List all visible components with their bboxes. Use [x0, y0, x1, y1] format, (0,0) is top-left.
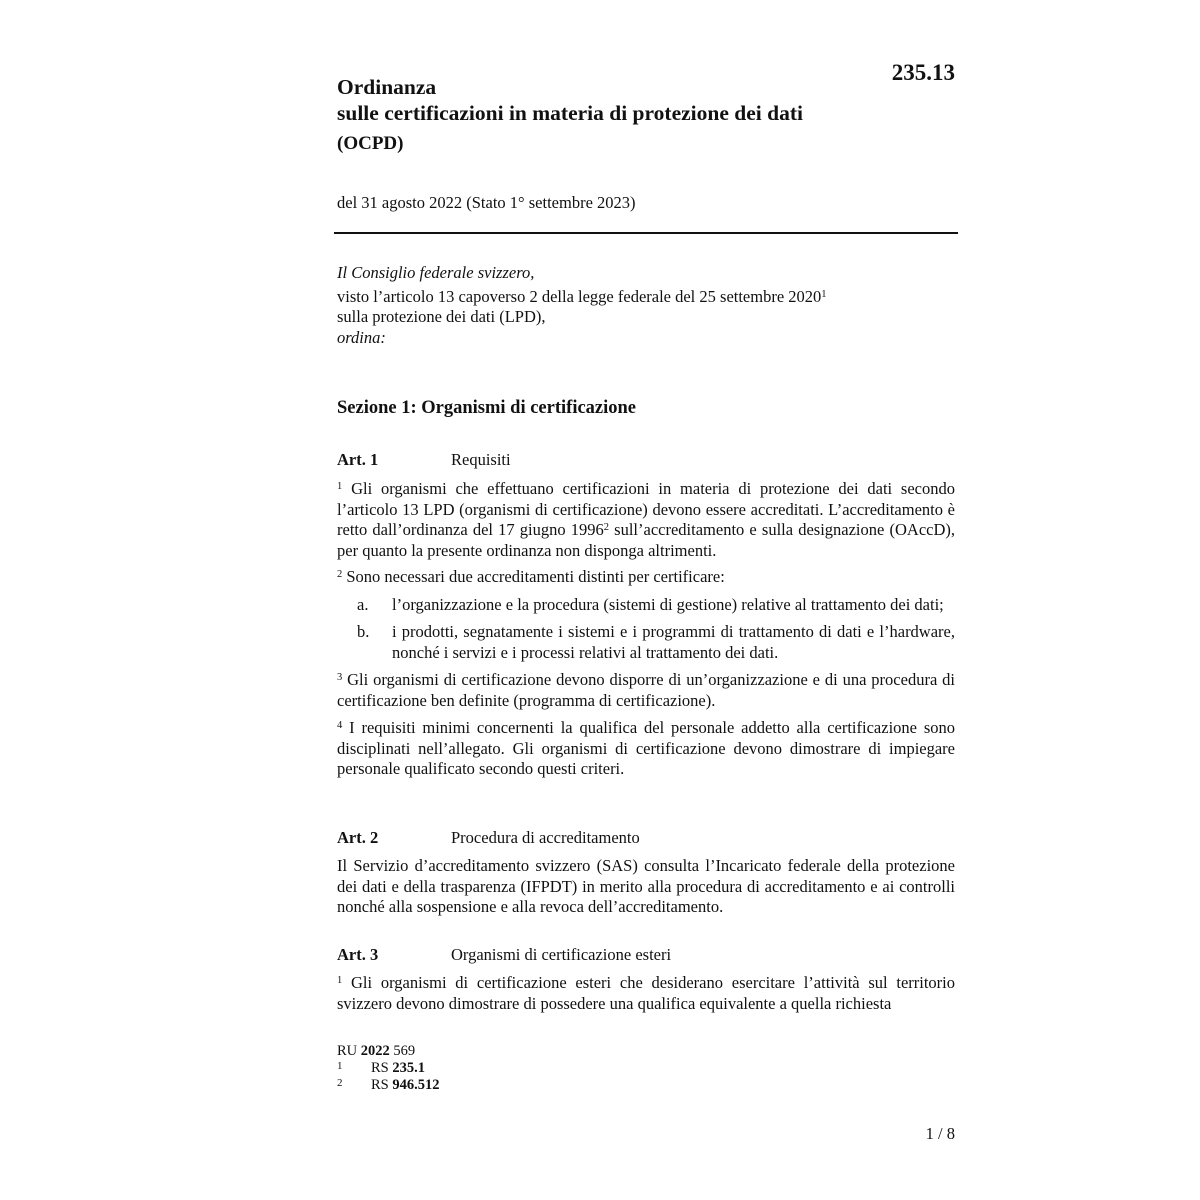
preamble-basis: visto l’articolo 13 capoverso 2 della legge federale del 25 settembre 2020$^1$ sulla protezione dei dati (LPD),: [337, 286, 827, 326]
preamble-authority: Il Consiglio federale svizzero,: [337, 263, 535, 282]
art-2-title: Procedura di accreditamento: [451, 828, 640, 847]
art-1-number: Art. 1: [337, 450, 379, 469]
art-2-number: Art. 2: [337, 828, 379, 847]
footnote-2: 2 RS 946.512: [337, 1077, 440, 1093]
art-1-paragraph-1: $^1$ Gli organismi che effettuano certificazioni in materia di protezione dei dati secondo l’articolo 13 LPD (organismi di certificazione) devono essere accreditati. L’accreditamento è retto dall’ordinanza del 17 giugno 1996$^2$ sull’accreditamento e sulla designazione (OAccD), per quanto la presente ordinanza non disponga altrimenti.: [337, 479, 956, 560]
art-1-paragraph-4: $^4$ I requisiti minimi concernenti la qualifica del personale addetto alla certificazione sono disciplinati nell’allegato. Gli organismi di certificazione devono dimostrare di impiegare personale qualificato secondo questi criteri.: [337, 718, 955, 778]
art-1-paragraph-3: $^3$ Gli organismi di certificazione devono disporre di un’organizzazione e di una procedura di certificazione ben definite (programma di certificazione).: [337, 670, 955, 710]
list-item-a: a. l’organizzazione e la procedura (sistemi di gestione) relative al trattamento dei dati;: [357, 594, 944, 614]
section-heading: Sezione 1: Organismi di certificazione: [337, 398, 637, 418]
art-2-body: [337, 856, 955, 918]
ru-reference: RU 2022 569: [337, 1043, 416, 1059]
footer-notes: [337, 1043, 440, 1094]
document-title: [337, 74, 937, 157]
title-line-2: sulle certificazioni in materia di protezione dei dati: [337, 101, 803, 125]
title-line-1: Ordinanza: [337, 75, 437, 99]
preamble: [337, 263, 955, 348]
art-1-title: Requisiti: [451, 450, 511, 469]
title-abbreviation: (OCPD): [337, 133, 404, 154]
art-2-paragraph-1: Il Servizio d’accreditamento svizzero (SAS) consulta l’Incaricato federale della protezione dei dati e della trasparenza (IFPDT) in merito alla procedura di accreditamento e ai controlli nonché alla sospensione e alla revoca dell’accreditamento.: [337, 856, 955, 916]
art-3-number: Art. 3: [337, 945, 379, 964]
art-1-body: [337, 479, 955, 780]
document-number: 235.13: [891, 60, 955, 85]
art-3-paragraph-1: $^1$ Gli organismi di certificazione esteri che desiderano esercitare l’attività sul territorio svizzero devono dimostrare di possedere una qualifica equivalente a quella richiesta: [337, 973, 956, 1013]
document-date: del 31 agosto 2022 (Stato 1° settembre 2023): [337, 193, 636, 212]
art-2-heading: [337, 828, 640, 848]
art-1-heading: [337, 450, 511, 470]
art-3-body: [337, 973, 955, 1014]
list-item-b: b. i prodotti, segnatamente i sistemi e i programmi di trattamento di dati e l’hardware, nonché i servizi e i processi relativi al trattamento dei dati.: [357, 622, 955, 662]
preamble-ordina: ordina:: [337, 327, 386, 347]
art-3-heading: [337, 945, 671, 965]
page-number: 1 / 8: [925, 1124, 955, 1143]
art-1-paragraph-2: $^2$ Sono necessari due accreditamenti distinti per certificare:: [337, 567, 725, 586]
header-divider: [334, 232, 958, 234]
art-3-title: Organismi di certificazione esteri: [451, 945, 672, 964]
footnote-1: 1 RS 235.1: [337, 1060, 425, 1076]
footnote-ref-1[interactable]: 1: [821, 288, 827, 300]
footnote-ref-2[interactable]: 2: [603, 522, 610, 533]
